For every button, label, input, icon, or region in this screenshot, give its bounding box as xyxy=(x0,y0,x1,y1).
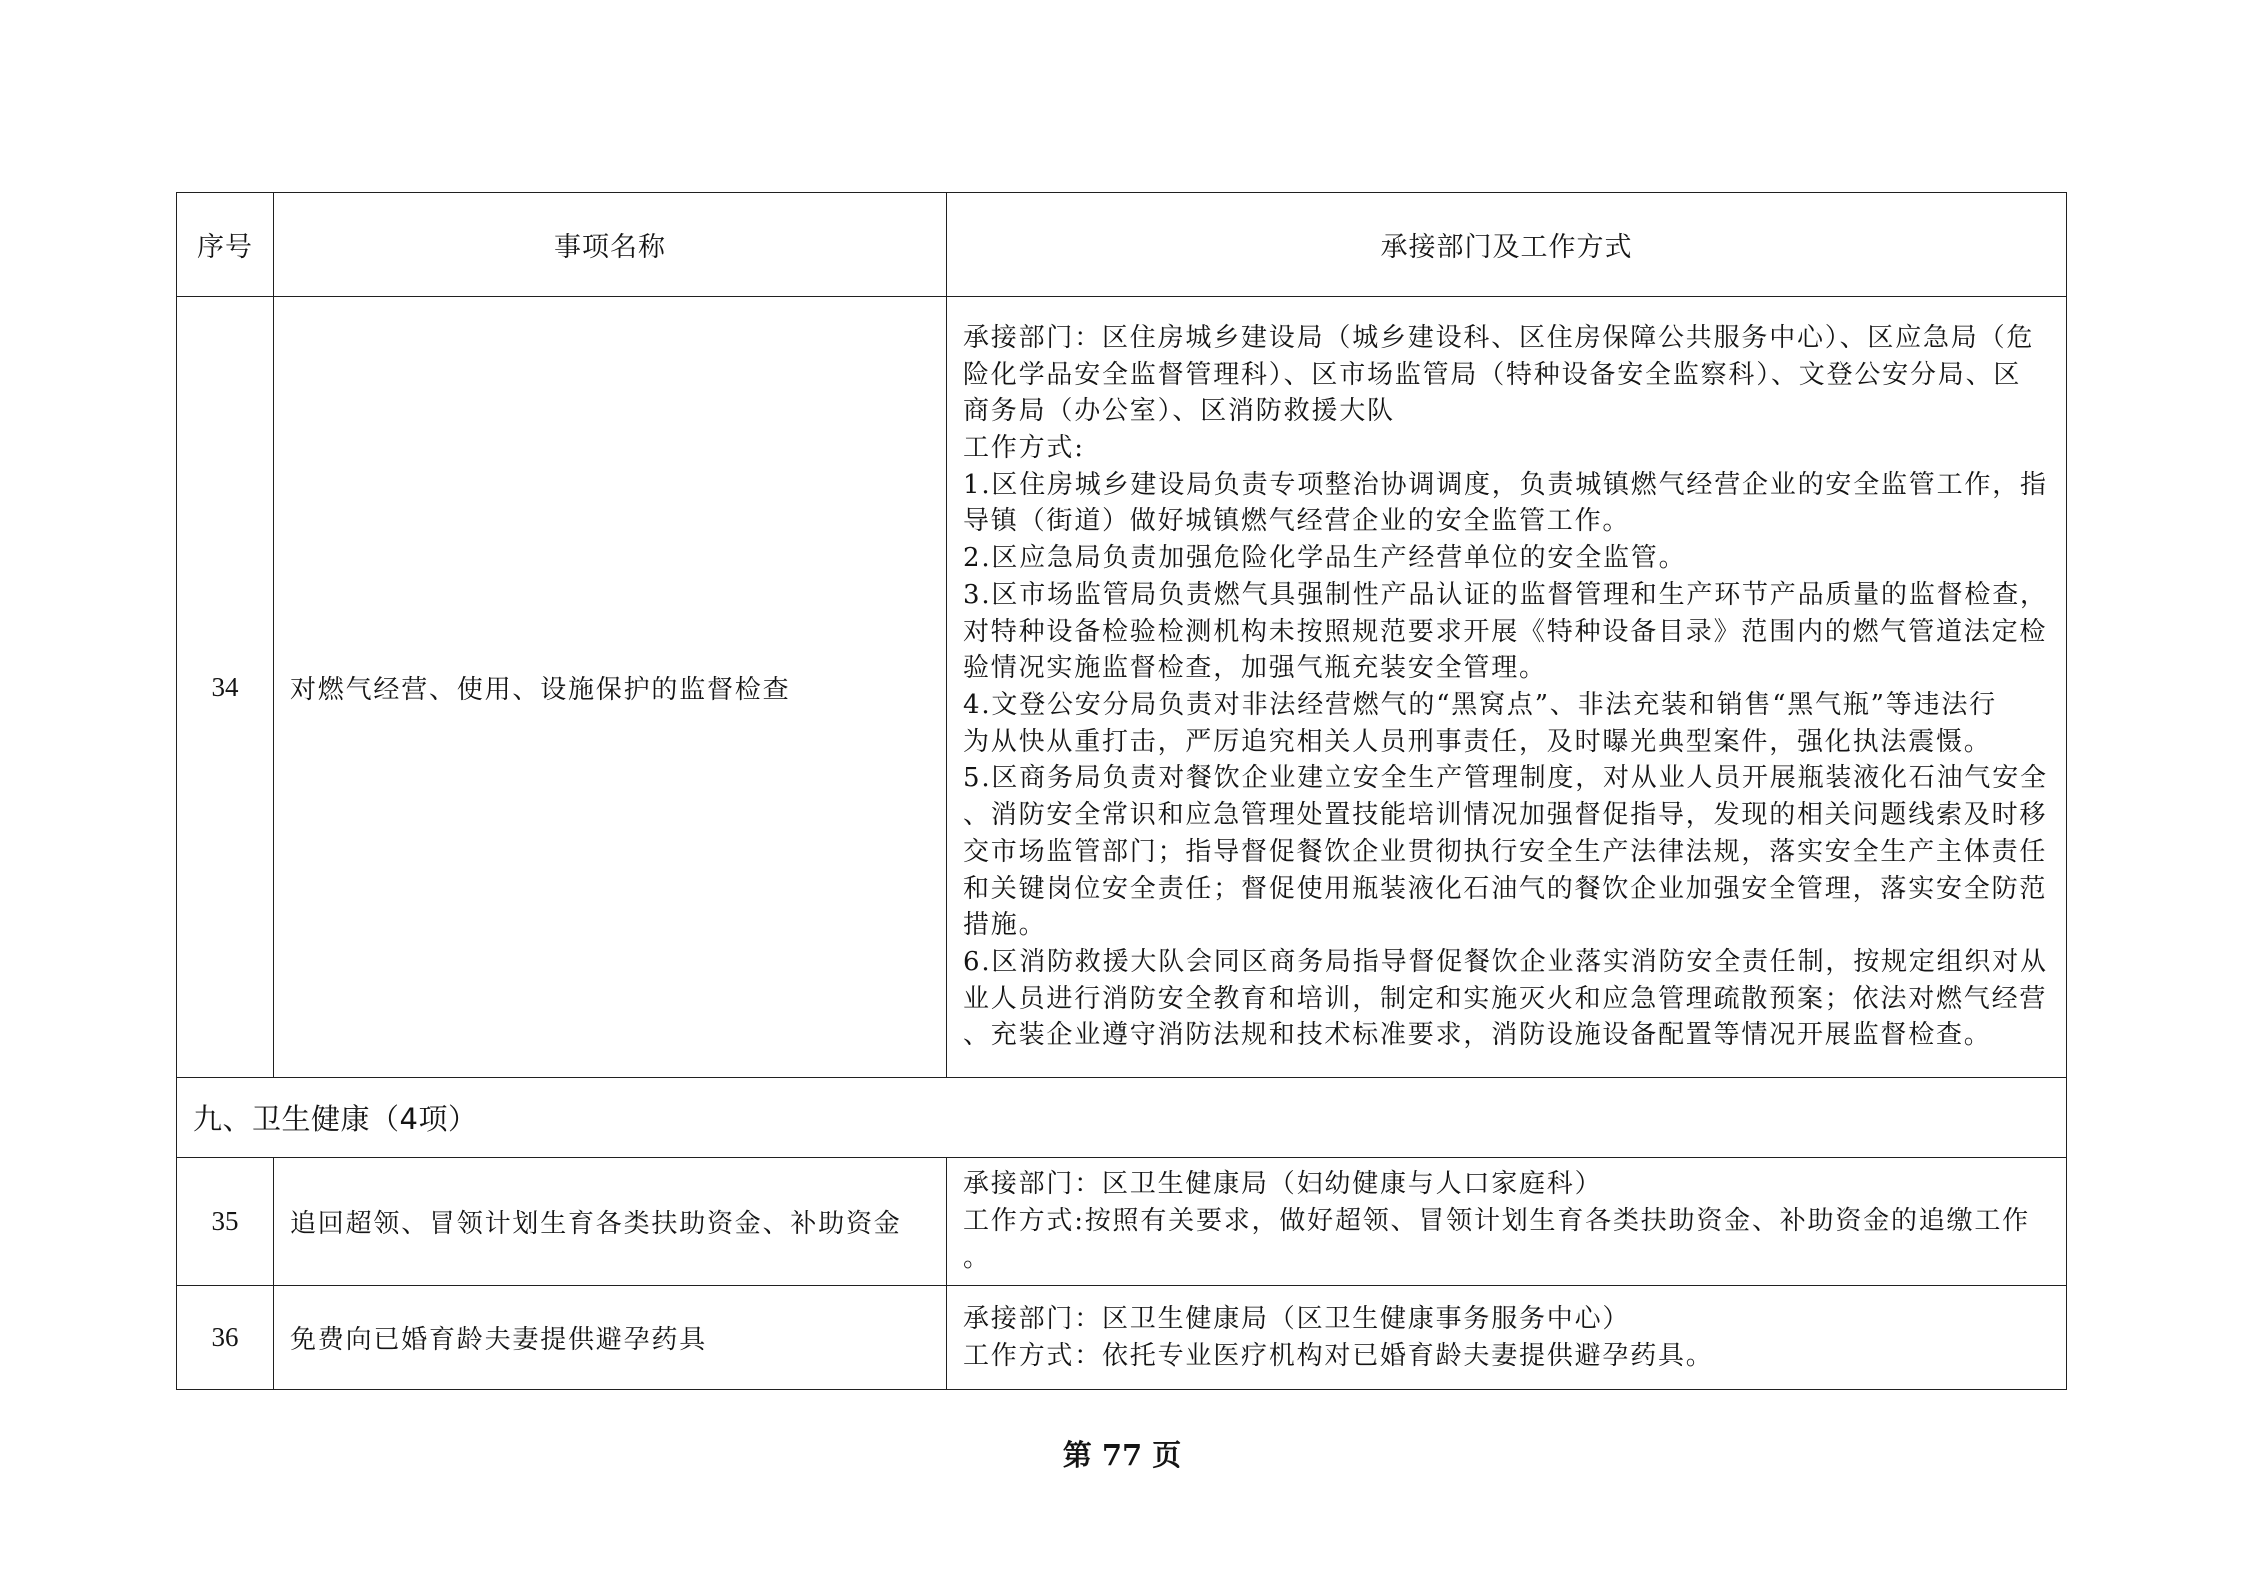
content-line: 6.区消防救援大队会同区商务局指导督促餐饮企业落实消防安全责任制，按规定组织对从 xyxy=(963,946,2048,977)
content-line: 工作方式：依托专业医疗机构对已婚育龄夫妻提供避孕药具。 xyxy=(963,1340,1714,1371)
section-heading-row xyxy=(177,1078,2067,1158)
dept-method-cell xyxy=(947,1158,2067,1286)
table-row xyxy=(177,1158,2067,1286)
content-line: 。 xyxy=(963,1242,991,1273)
item-name: 免费向已婚育龄夫妻提供避孕药具 xyxy=(274,1286,947,1390)
content-line: 导镇（街道）做好城镇燃气经营企业的安全监管工作。 xyxy=(963,506,1631,537)
table-row xyxy=(177,1286,2067,1390)
content-line: 为从快从重打击，严厉追究相关人员刑事责任，及时曝光典型案件，强化执法震慑。 xyxy=(963,726,1992,757)
content-line: 工作方式: xyxy=(963,433,1085,464)
row-index: 36 xyxy=(177,1286,274,1390)
item-name: 追回超领、冒领计划生育各类扶助资金、补助资金 xyxy=(274,1158,947,1286)
matters-table xyxy=(176,192,2067,1390)
table-header-row xyxy=(177,193,2067,297)
content-line: 对特种设备检验检测机构未按照规范要求开展《特种设备目录》范围内的燃气管道法定检 xyxy=(963,616,2048,647)
content-line: 5.区商务局负责对餐饮企业建立安全生产管理制度，对从业人员开展瓶装液化石油气安全 xyxy=(963,763,2048,794)
header-dept-method: 承接部门及工作方式 xyxy=(947,193,2067,297)
content-line: 1.区住房城乡建设局负责专项整治协调调度，负责城镇燃气经营企业的安全监管工作，指 xyxy=(963,469,2048,500)
row-index: 34 xyxy=(177,297,274,1078)
content-line: 商务局（办公室）、区消防救援大队 xyxy=(963,396,1395,427)
content-line: 交市场监管部门；指导督促餐饮企业贯彻执行安全生产法律法规，落实安全生产主体责任 xyxy=(963,836,2048,867)
header-index: 序号 xyxy=(177,193,274,297)
table-row xyxy=(177,297,2067,1078)
dept-method-cell xyxy=(947,1286,2067,1390)
content-line: 4.文登公安分局负责对非法经营燃气的“黑窝点”、非法充装和销售“黑气瓶”等违法行 xyxy=(963,690,1997,720)
content-line: 承接部门：区卫生健康局（区卫生健康事务服务中心） xyxy=(963,1303,1631,1334)
content-line: 、消防安全常识和应急管理处置技能培训情况加强督促指导，发现的相关问题线索及时移 xyxy=(963,800,2048,831)
header-item-name: 事项名称 xyxy=(274,193,947,297)
content-line: 工作方式:按照有关要求，做好超领、冒领计划生育各类扶助资金、补助资金的追缴工作 xyxy=(963,1206,2030,1237)
dept-method-cell xyxy=(947,297,2067,1078)
page-number: 第 77 页 xyxy=(1062,1438,1182,1472)
content-line: 险化学品安全监督管理科）、区市场监管局（特种设备安全监察科）、文登公安分局、区 xyxy=(963,359,2022,390)
content-line: 、充装企业遵守消防法规和技术标准要求，消防设施设备配置等情况开展监督检查。 xyxy=(963,1020,1992,1051)
content-line: 验情况实施监督检查，加强气瓶充装安全管理。 xyxy=(963,653,1547,684)
content-line: 承接部门：区住房城乡建设局（城乡建设科、区住房保障公共服务中心）、区应急局（危 xyxy=(963,322,2035,353)
content-line: 承接部门：区卫生健康局（妇幼健康与人口家庭科） xyxy=(963,1169,1603,1200)
content-line: 业人员进行消防安全教育和培训，制定和实施灭火和应急管理疏散预案；依法对燃气经营 xyxy=(963,983,2048,1014)
content-line: 措施。 xyxy=(963,910,1047,941)
content-line: 3.区市场监管局负责燃气具强制性产品认证的监督管理和生产环节产品质量的监督检查， xyxy=(963,579,2048,610)
row-index: 35 xyxy=(177,1158,274,1286)
section-heading: 九、卫生健康（4项） xyxy=(177,1078,2067,1158)
content-line: 和关键岗位安全责任；督促使用瓶装液化石油气的餐饮企业加强安全管理，落实安全防范 xyxy=(963,873,2048,904)
item-name: 对燃气经营、使用、设施保护的监督检查 xyxy=(274,297,947,1078)
content-line: 2.区应急局负责加强危险化学品生产经营单位的安全监管。 xyxy=(963,543,1687,574)
